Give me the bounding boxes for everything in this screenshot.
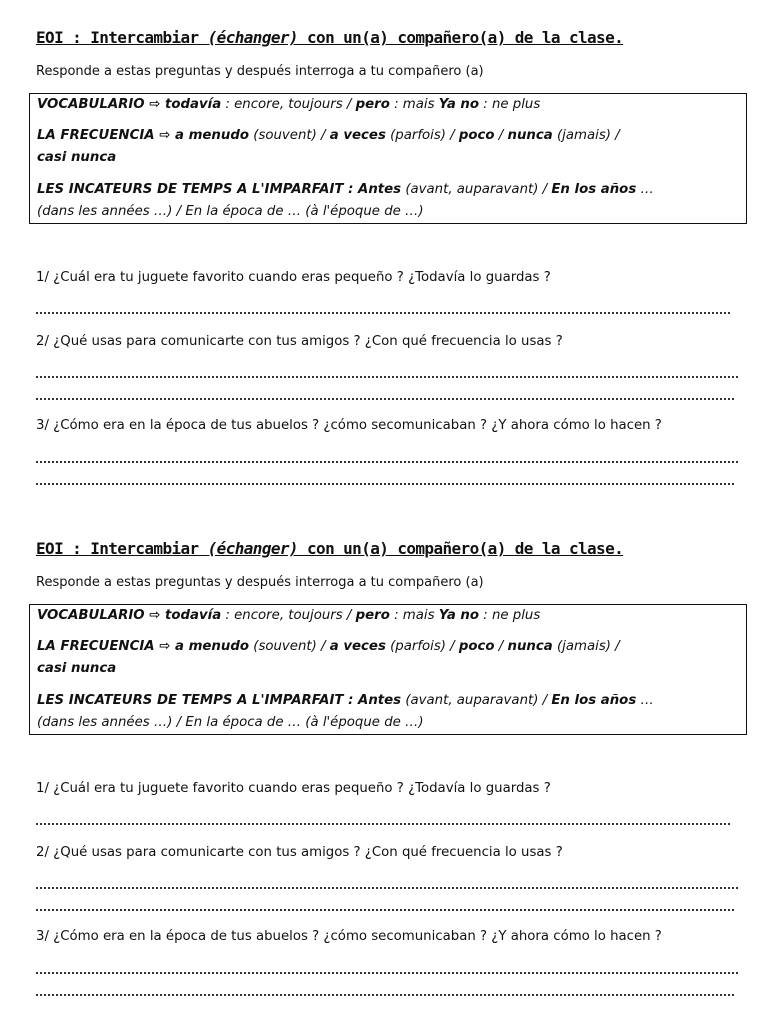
vocab-run: todavía [165,608,222,623]
vocab-run: nunca [507,128,553,143]
vocab-run: a veces [329,128,386,143]
vocab-run: En los años [551,182,637,197]
vocab-run: VOCABULARIO ⇨ [37,97,165,112]
vocab-line-1 [37,97,540,112]
vocab-run: / [494,128,508,143]
vocab-run: casi nunca [37,150,117,165]
instruction-text: Responde a estas preguntas y después interroga a tu compañero (a) [36,64,484,79]
vocab-run: : ne plus [479,97,541,112]
vocab-run: LA FRECUENCIA ⇨ a menudo [37,639,250,654]
vocab-run: Ya no [438,97,480,112]
vocab-run: LA FRECUENCIA ⇨ a menudo [37,128,250,143]
vocab-run: todavía [165,97,222,112]
question-2: 2/ ¿Qué usas para comunicarte con tus amigos ? ¿Con qué frecuencia lo usas ? [36,845,563,860]
vocab-line-5 [37,715,424,730]
title-part-3: con un(a) compañero(a) de la clase. [297,28,624,47]
question-3: 3/ ¿Cómo era en la época de tus abuelos ? ¿cómo secomunicaban ? ¿Y ahora cómo lo hacen ? [36,418,662,433]
vocab-run: Ya no [438,608,480,623]
vocab-run: (parfois) / [385,639,459,654]
vocab-run: : mais [389,608,439,623]
vocab-line-1 [37,608,540,623]
vocab-run: (souvent) / [249,639,330,654]
answer-line [36,312,730,314]
vocab-run: (parfois) / [385,128,459,143]
answer-line [36,887,738,889]
title-part-3: con un(a) compañero(a) de la clase. [297,539,624,558]
vocab-run: / [494,639,508,654]
title-part-2: (échanger) [207,539,298,558]
vocab-run: … [636,182,654,197]
vocab-run: (souvent) / [249,128,330,143]
vocab-run: (dans les années …) / En la época de … (à l'époque de …) [37,204,424,219]
vocab-line-2 [37,639,620,654]
answer-line [36,398,734,400]
answer-line [36,994,734,996]
vocab-line-5 [37,204,424,219]
vocab-run: (jamais) / [552,639,620,654]
vocab-line-4 [37,693,654,708]
vocab-run: (dans les années …) / En la época de … (à l'époque de …) [37,715,424,730]
vocab-run: LES INCATEURS DE TEMPS A L'IMPARFAIT : Antes [37,693,402,708]
vocab-run: (jamais) / [552,128,620,143]
worksheet-title [36,28,623,47]
worksheet-title [36,539,623,558]
vocab-run: En los años [551,693,637,708]
question-1: 1/ ¿Cuál era tu juguete favorito cuando eras pequeño ? ¿Todavía lo guardas ? [36,781,551,796]
vocab-run: : encore, toujours / [221,608,356,623]
instruction-text: Responde a estas preguntas y después interroga a tu compañero (a) [36,575,484,590]
answer-line [36,823,730,825]
vocab-line-2 [37,128,620,143]
vocab-run: : mais [389,97,439,112]
vocab-run: LES INCATEURS DE TEMPS A L'IMPARFAIT : Antes [37,182,402,197]
vocab-line-3 [37,661,116,676]
vocab-line-3 [37,150,116,165]
title-part-2: (échanger) [207,28,298,47]
vocab-run: poco [458,639,495,654]
vocab-run: … [636,693,654,708]
vocab-run: nunca [507,639,553,654]
vocab-run: VOCABULARIO ⇨ [37,608,165,623]
answer-line [36,483,734,485]
vocab-run: casi nunca [37,661,117,676]
vocabulary-box [29,604,747,735]
vocab-run: pero [355,97,390,112]
answer-line [36,461,738,463]
title-part-1: EOI : Intercambiar [36,28,208,47]
question-1: 1/ ¿Cuál era tu juguete favorito cuando eras pequeño ? ¿Todavía lo guardas ? [36,270,551,285]
vocab-run: (avant, auparavant) / [401,693,552,708]
vocab-line-4 [37,182,654,197]
answer-line [36,376,738,378]
vocab-run: poco [458,128,495,143]
question-3: 3/ ¿Cómo era en la época de tus abuelos ? ¿cómo secomunicaban ? ¿Y ahora cómo lo hacen ? [36,929,662,944]
question-2: 2/ ¿Qué usas para comunicarte con tus amigos ? ¿Con qué frecuencia lo usas ? [36,334,563,349]
answer-line [36,909,734,911]
vocab-run: (avant, auparavant) / [401,182,552,197]
vocabulary-box [29,93,747,224]
vocab-run: pero [355,608,390,623]
answer-line [36,972,738,974]
title-part-1: EOI : Intercambiar [36,539,208,558]
vocab-run: a veces [329,639,386,654]
vocab-run: : encore, toujours / [221,97,356,112]
vocab-run: : ne plus [479,608,541,623]
